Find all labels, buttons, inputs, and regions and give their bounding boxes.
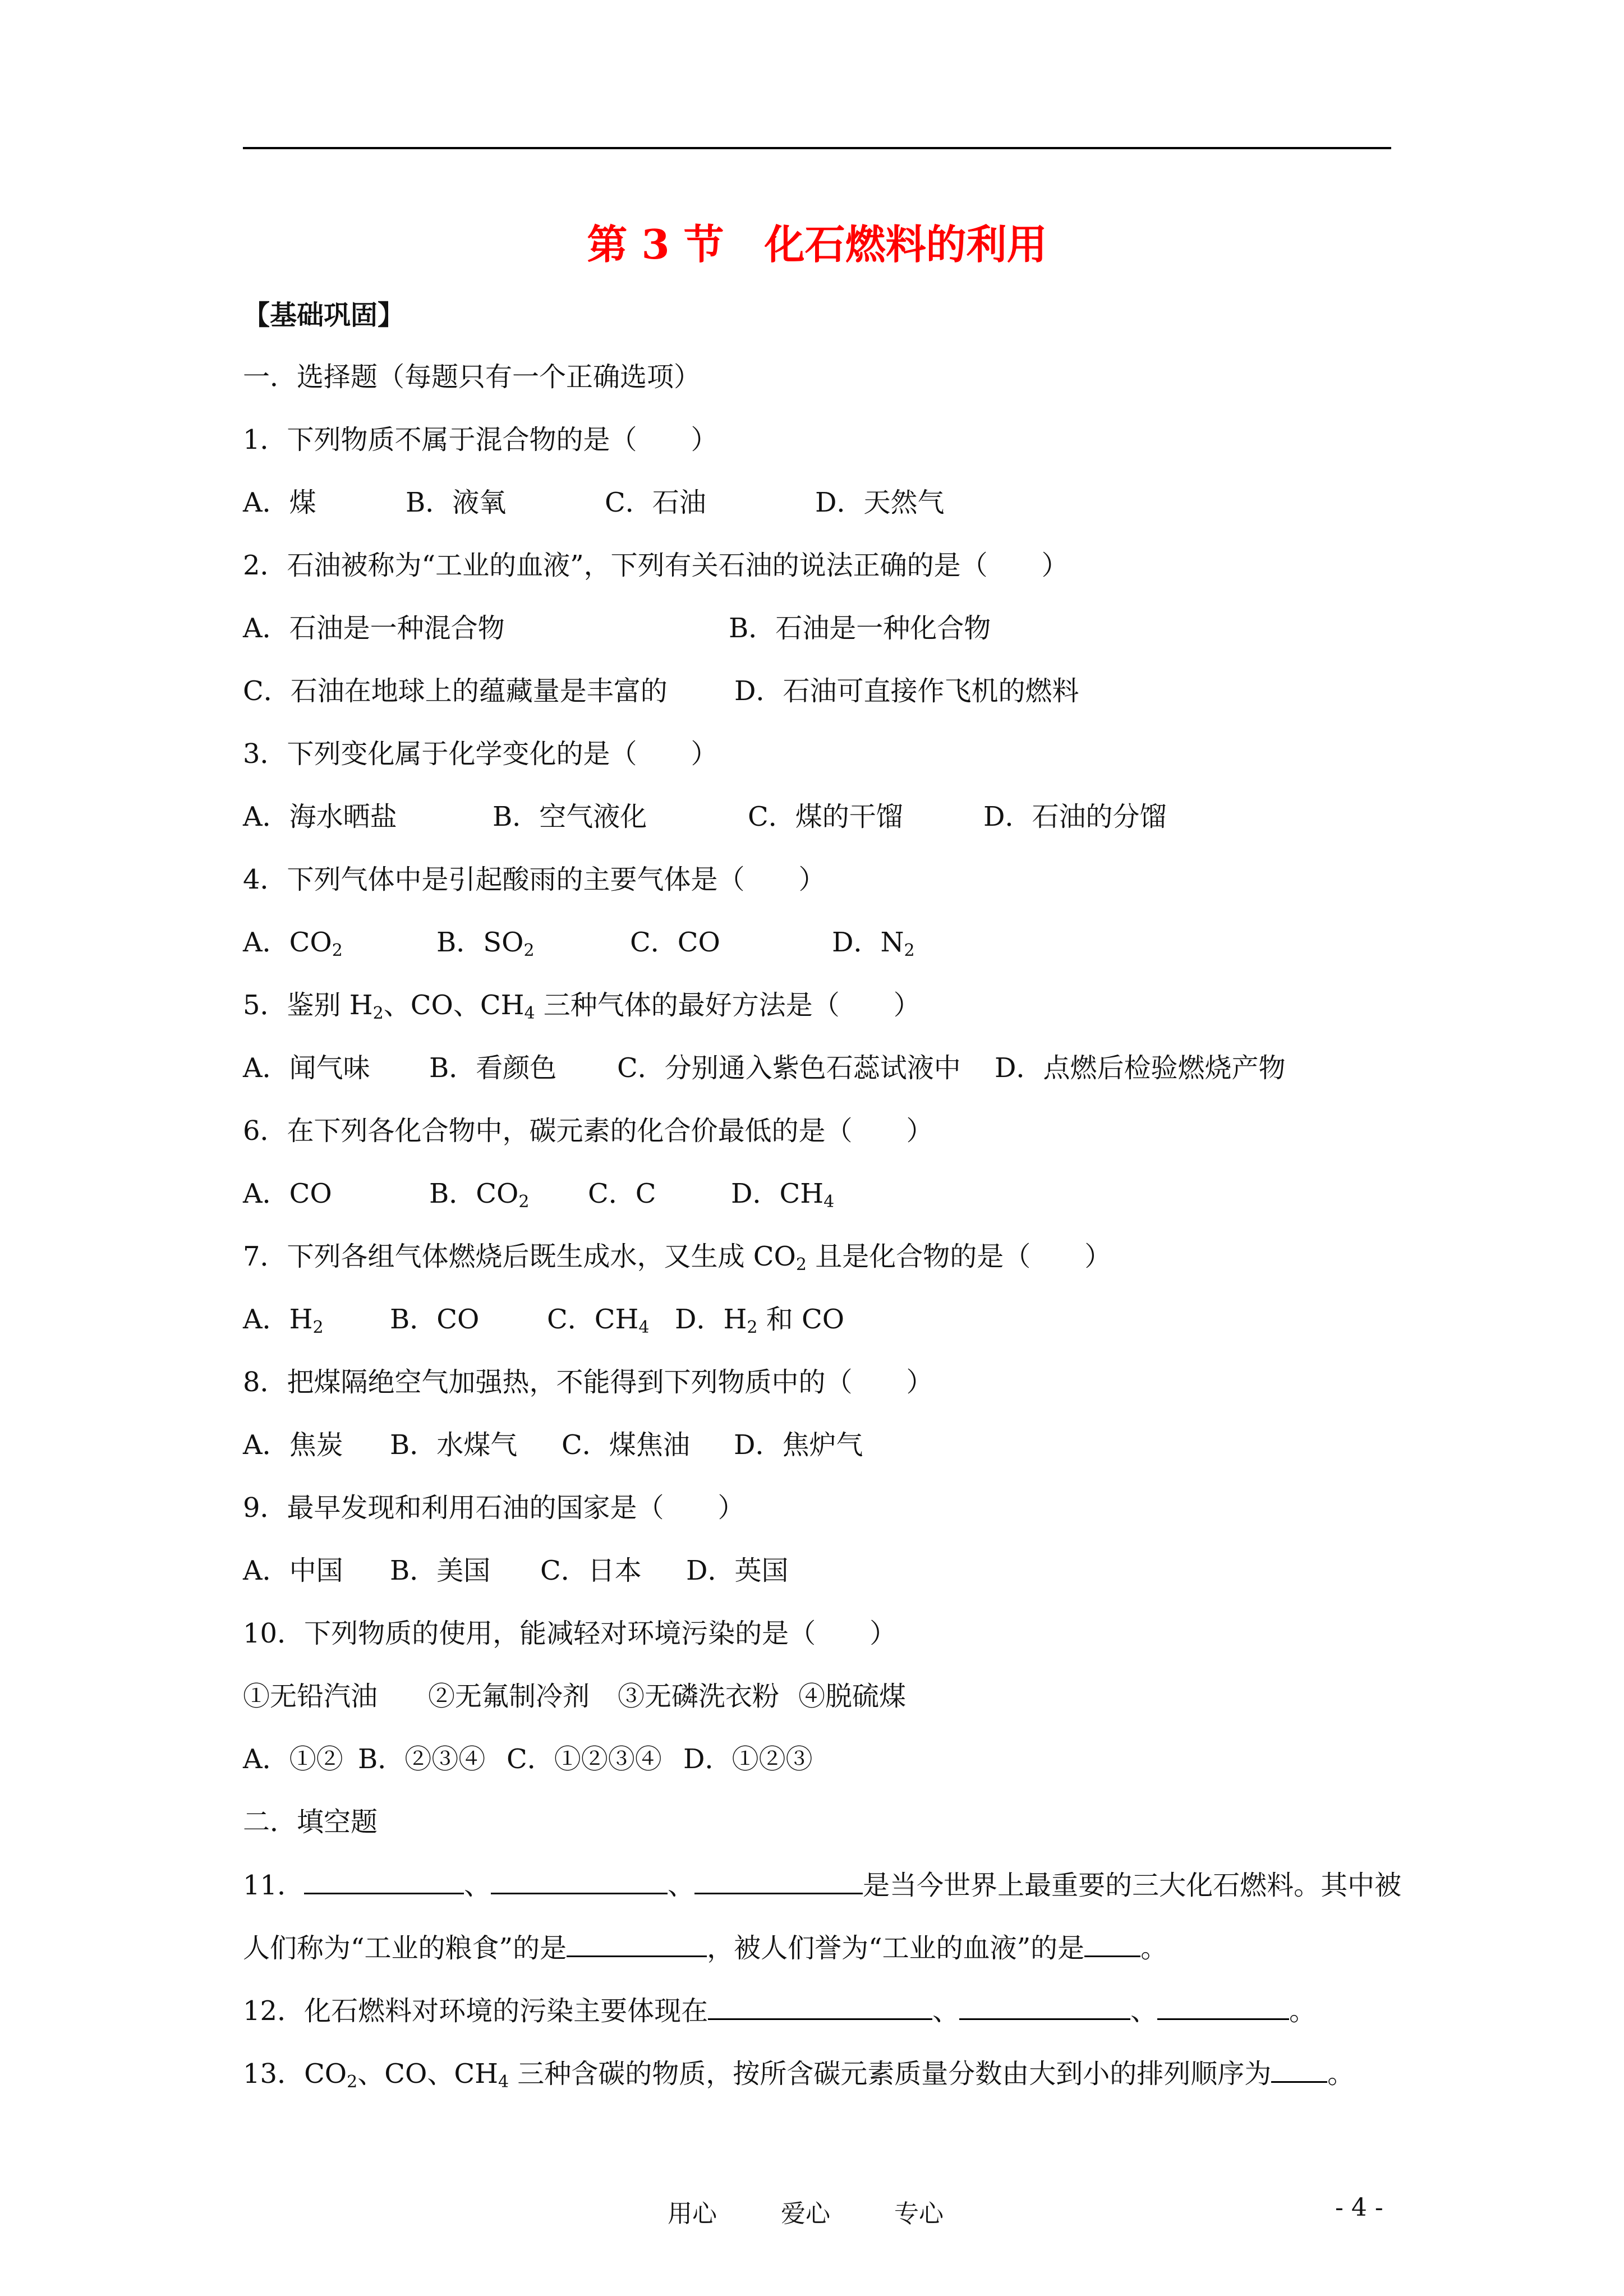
option-a: A．CO [243,1178,332,1209]
option-d: D．$CH_4$ [731,1178,835,1212]
answer-blank[interactable] [959,1994,1130,2020]
option-c: C．CO [630,927,720,958]
item-2: ②无氟制冷剂 [428,1681,590,1712]
question-8-stem: 8．把煤隔绝空气加强热，不能得到下列物质中的（ ） [243,1366,933,1398]
answer-blank[interactable] [1271,2056,1327,2083]
question-11-line2: 人们称为“工业的粮食”的是 ，被人们誉为“工业的血液”的是 。 [243,1931,1167,1965]
footer-item: 用心 [668,2200,717,2228]
option-b: B．②③④ [358,1743,486,1775]
footer-item: 专心 [894,2200,944,2228]
question-12: 12．化石燃料对环境的污染主要体现在 、 、 。 [243,1994,1316,2028]
question-3-stem: 3．下列变化属于化学变化的是（ ） [243,738,718,770]
option-d: D．石油的分馏 [983,801,1167,832]
option-c: C．$CH_4$ [547,1304,650,1337]
page-number: - 4 - [1335,2193,1383,2222]
part1-title: 一．选择题（每题只有一个正确选项） [243,361,701,393]
footer-slogan [668,2193,1000,2229]
option-a: A．中国 [243,1555,343,1586]
option-b: B．液氧 [406,487,507,518]
option-c: C．①②③④ [507,1743,662,1775]
question-2-stem: 2．石油被称为“工业的血液”，下列有关石油的说法正确的是（ ） [243,550,1069,581]
question-5-stem: 5．鉴别 $H_2$、CO、$CH_4$ 三种气体的最好方法是（ ） [243,990,921,1023]
option-b: B．水煤气 [390,1429,518,1461]
item-3: ③无磷洗衣粉 [618,1681,780,1712]
option-a: A．焦炭 [243,1429,343,1461]
option-d: D．石油可直接作飞机的燃料 [734,675,1079,707]
option-c: C．C [588,1178,656,1209]
option-d: D．①②③ [683,1743,813,1775]
option-d: D．点燃后检验燃烧产物 [995,1052,1286,1084]
option-b: B．CO [390,1304,480,1335]
answer-blank[interactable] [708,1994,932,2020]
option-b: B．$CO_2$ [429,1178,530,1212]
item-4: ④脱硫煤 [798,1681,907,1712]
option-a: A．海水晒盐 [243,801,397,832]
option-b: B．$SO_2$ [436,927,535,960]
option-a: A．①② [243,1743,343,1775]
question-6-stem: 6．在下列各化合物中，碳元素的化合价最低的是（ ） [243,1115,933,1147]
option-b: B．美国 [390,1555,491,1586]
option-b: B．空气液化 [493,801,647,832]
option-c: C．石油在地球上的蕴藏量是丰富的 [243,675,668,707]
option-c: C．日本 [540,1555,642,1586]
answer-blank[interactable] [694,1868,863,1894]
option-a: A．石油是一种混合物 [243,613,505,644]
question-1-stem: 1．下列物质不属于混合物的是（ ） [243,424,718,455]
footer-item: 爱心 [781,2200,830,2228]
answer-blank[interactable] [567,1931,707,1957]
question-11-line1: 11． 、 、 是当今世界上最重要的三大化石燃料。其中被 [243,1868,1401,1902]
answer-blank[interactable] [1084,1931,1140,1957]
item-1: ①无铅汽油 [243,1681,378,1712]
question-4-stem: 4．下列气体中是引起酸雨的主要气体是（ ） [243,864,826,895]
option-d: D．英国 [686,1555,789,1586]
option-c: C．分别通入紫色石蕊试液中 [617,1052,961,1084]
option-d: D．天然气 [815,487,945,518]
question-9-stem: 9．最早发现和利用石油的国家是（ ） [243,1492,745,1524]
option-b: B．看颜色 [429,1052,557,1084]
answer-blank[interactable] [1157,1994,1289,2020]
section-title: 第 3 节 化石燃料的利用 [587,220,1047,268]
option-c: C．煤的干馏 [748,801,903,832]
question-10-stem: 10．下列物质的使用，能减轻对环境污染的是（ ） [243,1618,897,1649]
section-heading: 【基础巩固】 [243,300,405,331]
option-a: A．$H_2$ [243,1304,324,1337]
option-b: B．石油是一种化合物 [729,613,991,644]
option-d: D．焦炉气 [734,1429,863,1461]
question-7-stem: 7．下列各组气体燃烧后既生成水，又生成 $CO_2$ 且是化合物的是（ ） [243,1241,1112,1274]
question-13: 13．$CO_2$、CO、$CH_4$ 三种含碳的物质，按所含碳元素质量分数由大到小的排列顺序为 。 [243,2056,1354,2091]
option-a: A．$CO_2$ [243,927,343,960]
header-rule [243,147,1391,149]
option-c: C．石油 [605,487,706,518]
part2-title: 二．填空题 [243,1806,378,1838]
answer-blank[interactable] [491,1868,668,1894]
answer-blank[interactable] [304,1868,464,1894]
option-a: A．煤 [243,487,316,518]
option-c: C．煤焦油 [562,1429,690,1461]
option-a: A．闻气味 [243,1052,370,1084]
option-d: D．$N_2$ [832,927,915,960]
option-d: D．$H_2$ 和 CO [675,1304,845,1337]
